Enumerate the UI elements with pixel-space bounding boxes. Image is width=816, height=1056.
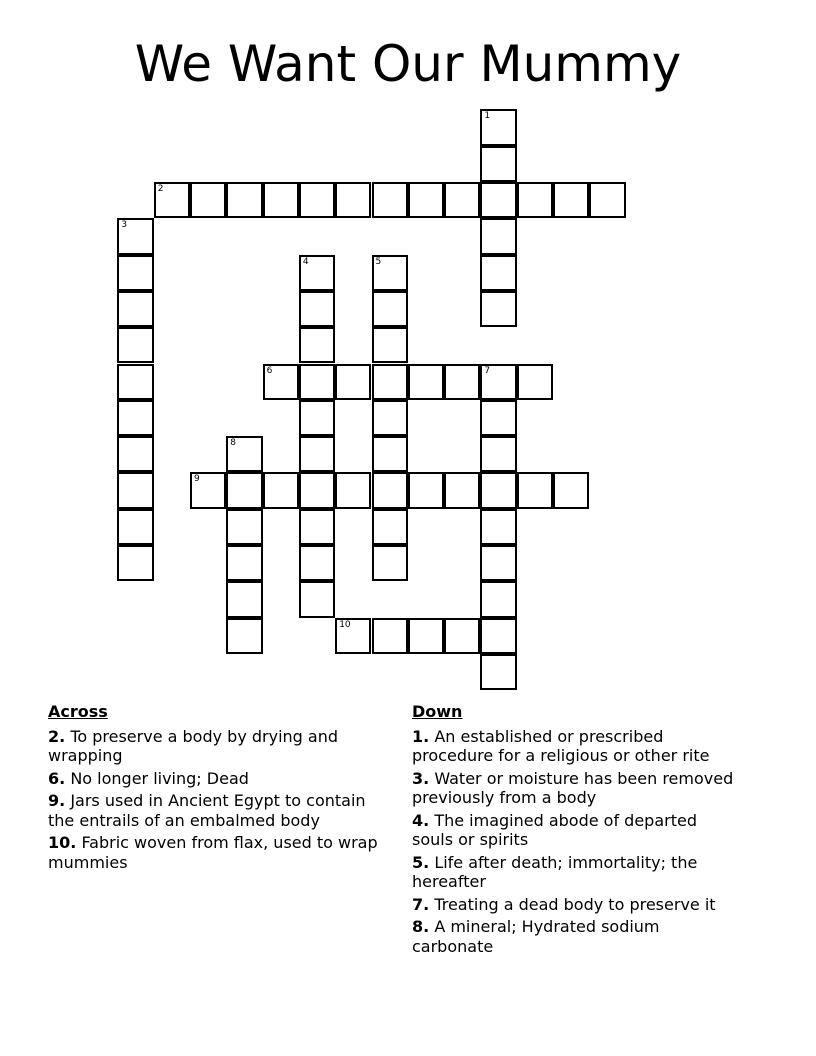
clue-text: An established or prescribed procedure for a religious or other rite [412,726,710,765]
grid-cell[interactable] [480,581,516,617]
grid-cell[interactable] [263,472,299,508]
grid-cell[interactable] [299,255,335,291]
clue-text: The imagined abode of departed souls or spirits [412,810,697,849]
grid-cell[interactable] [372,364,408,400]
grid-cell[interactable] [117,436,153,472]
grid-cell[interactable] [480,146,516,182]
grid-cell[interactable] [299,291,335,327]
grid-cell[interactable] [335,618,371,654]
grid-cell[interactable] [299,327,335,363]
down-clue [412,727,742,766]
clue-text: Treating a dead body to preserve it [434,894,716,914]
across-clues [48,702,378,875]
down-clue [412,811,742,850]
grid-cell[interactable] [372,436,408,472]
clue-text: No longer living; Dead [70,768,249,788]
grid-cell[interactable] [480,472,516,508]
clue-number: 10 [339,619,351,630]
grid-cell[interactable] [226,509,262,545]
grid-cell[interactable] [553,472,589,508]
clue-text: Water or moisture has been removed previously from a body [412,768,734,807]
clue-number: 5 [375,256,382,267]
grid-cell[interactable] [154,182,190,218]
grid-cell[interactable] [117,218,153,254]
down-clues [412,702,742,959]
across-clue [48,791,378,830]
clue-text: Fabric woven from flax, used to wrap mummies [48,833,378,872]
grid-cell[interactable] [444,182,480,218]
grid-cell[interactable] [263,182,299,218]
grid-cell[interactable] [553,182,589,218]
clue-number: 8 [230,438,237,449]
grid-cell[interactable] [263,364,299,400]
grid-cell[interactable] [372,618,408,654]
grid-cell[interactable] [190,472,226,508]
grid-cell[interactable] [372,509,408,545]
grid-cell[interactable] [517,472,553,508]
grid-cell[interactable] [480,654,516,690]
grid-cell[interactable] [480,618,516,654]
across-heading: Across [48,702,108,721]
across-clue [48,833,378,872]
grid-cell[interactable] [408,618,444,654]
grid-cell[interactable] [372,291,408,327]
grid-cell[interactable] [372,327,408,363]
across-clue [48,727,378,766]
grid-cell[interactable] [299,472,335,508]
clue-number-label: 1. [412,726,430,746]
clue-number-label: 2. [48,726,66,746]
grid-cell[interactable] [299,436,335,472]
grid-cell[interactable] [480,509,516,545]
clue-number-label: 9. [48,791,66,810]
grid-cell[interactable] [117,545,153,581]
grid-cell[interactable] [408,472,444,508]
grid-cell[interactable] [299,364,335,400]
grid-cell[interactable] [480,400,516,436]
clue-text: To preserve a body by drying and wrapping [48,726,339,765]
grid-cell[interactable] [480,291,516,327]
grid-cell[interactable] [117,400,153,436]
clue-number: 7 [484,365,491,376]
grid-cell[interactable] [190,182,226,218]
grid-cell[interactable] [226,436,262,472]
grid-cell[interactable] [372,182,408,218]
grid-cell[interactable] [117,255,153,291]
grid-cell[interactable] [226,618,262,654]
grid-cell[interactable] [589,182,625,218]
clue-number-label: 7. [412,894,430,914]
grid-cell[interactable] [117,291,153,327]
down-heading: Down [412,702,463,721]
grid-cell[interactable] [517,182,553,218]
grid-cell[interactable] [335,364,371,400]
grid-cell[interactable] [480,218,516,254]
clue-number: 9 [194,474,200,485]
grid-cell[interactable] [226,545,262,581]
grid-cell[interactable] [444,364,480,400]
grid-cell[interactable] [480,109,516,145]
clue-number-label: 10. [48,833,77,852]
grid-cell[interactable] [117,327,153,363]
grid-cell[interactable] [117,509,153,545]
grid-cell[interactable] [480,545,516,581]
grid-cell[interactable] [226,581,262,617]
grid-cell[interactable] [117,364,153,400]
puzzle-title: We Want Our Mummy [134,35,682,93]
clue-text: Life after death; immortality; the hereafter [412,852,698,891]
down-clue [412,853,742,892]
grid-cell[interactable] [226,472,262,508]
clue-text: A mineral; Hydrated sodium carbonate [412,917,660,956]
grid-cell[interactable] [372,545,408,581]
clue-number: 2 [157,184,164,194]
clue-number-label: 3. [412,768,430,788]
down-clue [412,769,742,808]
grid-cell[interactable] [299,581,335,617]
down-clue [412,895,742,915]
grid-cell[interactable] [444,618,480,654]
clue-number-label: 5. [412,852,430,872]
clue-number: 6 [266,365,273,376]
grid-cell[interactable] [299,509,335,545]
grid-cell[interactable] [480,436,516,472]
grid-cell[interactable] [408,364,444,400]
grid-cell[interactable] [372,400,408,436]
down-clue [412,917,742,956]
grid-cell[interactable] [480,255,516,291]
grid-cell[interactable] [517,364,553,400]
grid-cell[interactable] [335,182,371,218]
clue-number: 3 [121,220,128,231]
clue-number-label: 4. [412,810,430,830]
clue-number-label: 8. [412,917,430,936]
grid-cell[interactable] [299,182,335,218]
grid-cell[interactable] [480,182,516,218]
clue-number-label: 6. [48,768,66,788]
grid-cell[interactable] [335,472,371,508]
grid-cell[interactable] [117,472,153,508]
grid-cell[interactable] [372,255,408,291]
grid-cell[interactable] [480,364,516,400]
grid-cell[interactable] [226,182,262,218]
grid-cell[interactable] [299,400,335,436]
grid-cell[interactable] [372,472,408,508]
across-clue [48,769,378,789]
grid-cell[interactable] [444,472,480,508]
clue-text: Jars used in Ancient Egypt to contain the entrails of an embalmed body [48,791,366,830]
clue-number: 1 [484,111,491,122]
grid-cell[interactable] [299,545,335,581]
clue-number: 4 [302,256,309,267]
grid-cell[interactable] [408,182,444,218]
